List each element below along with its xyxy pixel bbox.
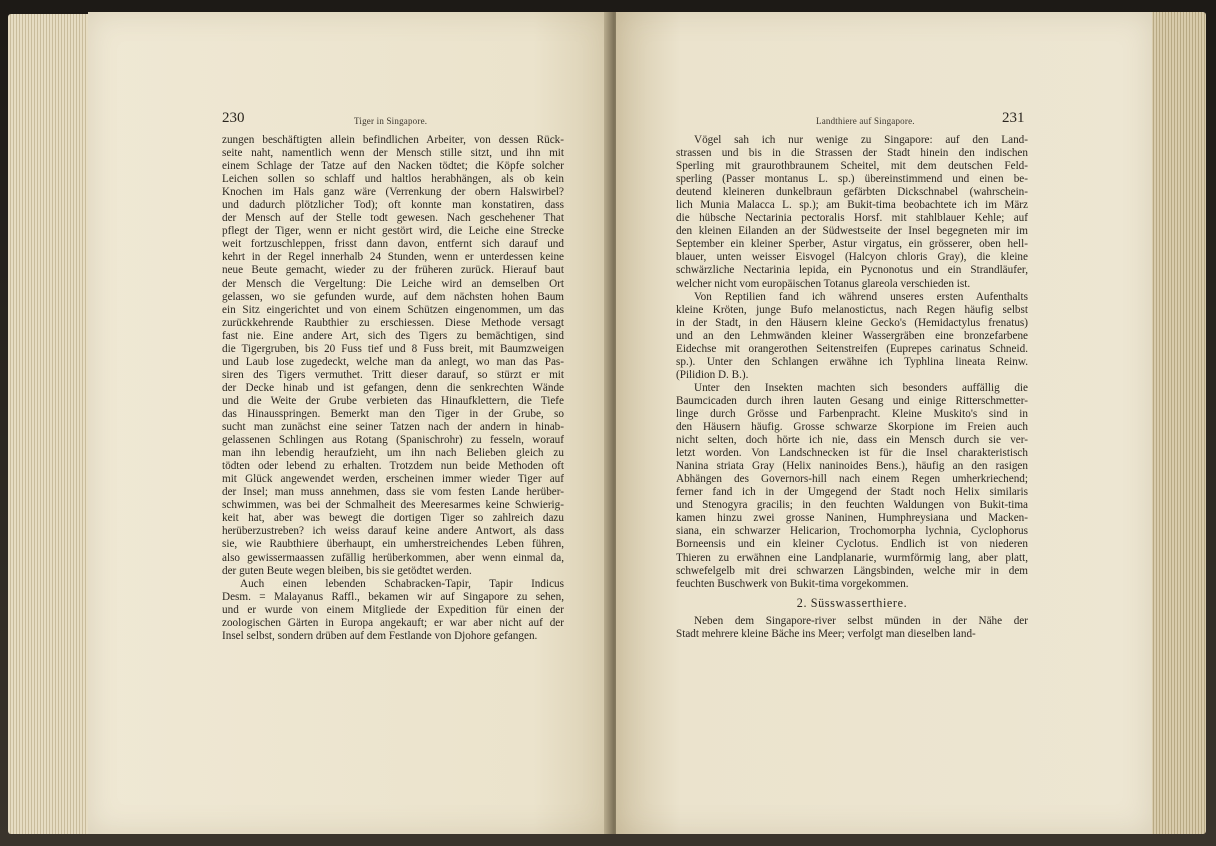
text-line: keit hat, aber was bewegt die dortigen Tiger so zahlreich dazu: [222, 512, 564, 525]
text-line: der Mensch auf der Stelle todt gewesen. Nach geschehener That: [222, 212, 564, 225]
text-line: welcher nicht vom europäischen Totanus glareola verschieden ist.: [676, 277, 971, 290]
text-line: einem Schlage der Tatze auf den Nacken tödtet; die Köpfe solcher: [222, 160, 564, 173]
text-line: Desm. = Malayanus Raffl., bekamen wir auf Singapore zu sehen,: [222, 590, 564, 603]
text-line: schwärzliche Nectarinia lepida, ein Pycnonotus und ein Strandläufer,: [676, 264, 1028, 277]
text-line: Borneensis und ein kleiner Cyclotus. Endlich ist von niederen: [676, 538, 1028, 551]
text-line: ferner fand ich in der Umgegend der Stadt noch Helix similaris: [676, 486, 1028, 499]
text-line: Neben dem Singapore-river selbst münden in der Nähe der: [694, 614, 1028, 627]
text-line: Auch einen lebenden Schabracken-Tapir, Tapir Indicus: [240, 577, 564, 590]
right-page-stack-edge: [1148, 12, 1206, 834]
right-page: [616, 12, 1152, 834]
text-line: weit fortzuschleppen, frisst dann davon, entfernt sich darauf und: [222, 238, 564, 251]
text-line: Sperling mit graurothbraunem Scheitel, mit dem deutschen Feld-: [676, 160, 1028, 173]
text-line: blauer, unten weisser Eisvogel (Halcyon chloris Gray), die kleine: [676, 251, 1028, 264]
text-line: siana, ein schwarzer Helicarion, Trochomorpha lychnia, Cyclophorus: [676, 525, 1028, 538]
text-line: letzt worden. Von Landschnecken ist für die Insel charakteristisch: [676, 447, 1028, 460]
text-line: September ein kleiner Sperber, Astur virgatus, ein grösserer, oben hell-: [676, 238, 1028, 251]
text-line: gelassen, wo sie gefunden wurde, auf dem nächsten hohen Baum: [222, 290, 564, 303]
text-line: ein Sitz eingerichtet und von einem Schützen eingenommen, um das: [222, 303, 564, 316]
text-line: die hübsche Nectarinia pectoralis Horsf. mit stahlblauer Kehle; auf: [676, 212, 1028, 225]
text-line: Nanina striata Gray (Helix naninoides Bens.), häufig an den rasigen: [676, 460, 1028, 473]
text-line: herüberzustreben? ich weiss darauf keine andere Antwort, als dass: [222, 525, 564, 538]
text-line: neue Beute gemacht, wieder zu der früheren zurück. Hierauf baut: [222, 264, 564, 277]
text-line: tödten oder lebend zu erhalten. Trotzdem nun beide Methoden oft: [222, 460, 564, 473]
text-line: und dadurch plötzlicher Tod); oft konnte man konstatiren, dass: [222, 199, 564, 212]
text-line: mit Glück angewendet werden, erscheinen immer wieder Tiger auf: [222, 473, 564, 486]
left-page: [88, 12, 612, 834]
text-line: feuchten Buschwerk von Bukit-tima vorgekommen.: [676, 577, 909, 590]
text-line: in der Stadt, in den Häusern kleine Gecko's (Hemidactylus frenatus): [676, 316, 1028, 329]
left-page-header: [222, 110, 572, 132]
text-line: und die Weite der Grube verbieten das Hinaufklettern, die Tiefe: [222, 394, 564, 407]
text-line: pflegt der Tiger, wenn er nicht gestört wird, die Leiche eine Strecke: [222, 225, 564, 238]
text-line: und er wurde von einem Mitgliede der Expedition für einen der: [222, 603, 564, 616]
text-line: den kleinen Eilanden an der Südwestseite der Insel begegneten mir im: [676, 225, 1028, 238]
text-line: und an den Lehmwänden kleiner Wassergräben eine bronzefarbene: [676, 329, 1028, 342]
page-number: 231: [1002, 110, 1025, 126]
text-line: der Decke hinab und ist gefangen, denn die senkrechten Wände: [222, 381, 564, 394]
left-page-stack-edge: [8, 14, 92, 834]
text-line: kamen hinzu zwei grosse Naninen, Humphreysiana und Macken-: [676, 512, 1028, 525]
text-line: der guten Beute wegen bleiben, bis sie getödtet werden.: [222, 564, 472, 577]
text-line: sucht man zunächst eine seiner Tatzen nach der andern in hinab-: [222, 421, 564, 434]
right-page-body: [676, 134, 1028, 641]
text-line: das Hinausspringen. Bemerkt man den Tiger in der Grube, so: [222, 407, 564, 420]
text-line: man ihn lebendig heraufzieht, um ihn nach Belieben gleich zu: [222, 447, 564, 460]
text-line: Unter den Insekten machten sich besonders auffällig die: [694, 381, 1028, 394]
text-line: Eidechse mit orangerothen Seitenstreifen (Euprepes carinatus Schneid.: [676, 342, 1028, 355]
text-line: gelassenen Schlingen aus Rotang (Spanischrohr) zu fesseln, worauf: [222, 434, 564, 447]
text-line: lich Munia Malacca L. sp.); am Bukit-tima beobachtete ich im März: [676, 199, 1028, 212]
text-line: strassen und bis in die Strassen der Stadt hinein den indischen: [676, 147, 1028, 160]
text-line: sie, wie Raubthiere überhaupt, ein umherstreichendes Leben führen,: [222, 538, 564, 551]
text-line: kehrt in der Regel innerhalb 24 Stunden, wenn er unterdessen keine: [222, 251, 564, 264]
text-line: (Pilidion D. B.).: [676, 368, 749, 381]
text-line: Vögel sah ich nur wenige zu Singapore: auf den Land-: [694, 134, 1028, 146]
section-heading: 2. Süsswasserthiere.: [796, 595, 908, 610]
text-line: siren des Tigers vermuthet. Tritt dieser darauf, so stürzt er mit: [222, 368, 564, 381]
right-page-header: [676, 110, 1028, 132]
text-line: sp.). Unter den Schlangen erwähne ich Typhlina lineata Reinw.: [676, 355, 1028, 368]
text-line: kleine Kröten, junge Bufo melanostictus, nach Regen häufig selbst: [676, 303, 1028, 316]
text-line: Stadt mehrere kleine Bäche ins Meer; verfolgt man dieselben land-: [676, 627, 976, 640]
text-line: zurückkehrende Raubthier zu erschiessen. Diese Methode versagt: [222, 316, 564, 329]
text-line: Von Reptilien fand ich während unseres ersten Aufenthalts: [694, 290, 1028, 303]
text-line: Thieren zu erwähnen eine Landplanarie, wurmförmig lang, aber platt,: [676, 551, 1028, 564]
text-line: fast nie. Eine andere Art, sich des Tigers zu bemächtigen, sind: [222, 329, 564, 342]
text-line: schwefelgelb mit drei schwarzen Längsbinden, welche mir in dem: [676, 564, 1028, 577]
text-line: und Stenogyra gracilis; in den feuchten Waldungen von Bukit-tima: [676, 499, 1028, 512]
page-number: 230: [222, 110, 245, 126]
running-head: Landthiere auf Singapore.: [816, 116, 915, 126]
text-line: und Laub lose zugedeckt, welche man da anlegt, wo man das Pas-: [222, 355, 564, 368]
left-page-body: [222, 134, 564, 643]
text-line: seite naht, namentlich wenn der Mensch stille sitzt, und ihn mit: [222, 147, 564, 160]
text-line: schwimmen, was bei der Schmalheit des Meeresarmes keine Schwierig-: [222, 499, 564, 512]
text-line: Abhängen des Governors-hill nach einem Regen umherkriechend;: [676, 473, 1028, 486]
text-line: Baumcicaden durch ihren lauten Gesang und einige Ritterschmetter-: [676, 394, 1028, 407]
text-line: Leichen sollen so schlaff und haltlos herabhängen, als ob kein: [222, 173, 564, 186]
text-line: die Tigergruben, bis 20 Fuss tief und 8 Fuss breit, mit Baumzweigen: [222, 342, 564, 355]
text-line: zungen beschäftigten allein befindlichen Arbeiter, von dessen Rück-: [222, 134, 564, 146]
text-line: Knochen im Hals ganz wäre (Verrenkung der obern Halswirbel?: [222, 186, 564, 199]
text-line: zoologischen Gärten in Europa angekauft; er war aber nicht auf der: [222, 616, 564, 629]
text-line: deutend kleineren dunkelbraun gefärbten Dickschnabel (wahrschein-: [676, 186, 1028, 199]
text-line: den Häusern häufig. Grosse schwarze Skorpione im Freien auch: [676, 421, 1028, 434]
running-head: Tiger in Singapore.: [354, 116, 428, 126]
text-line: der Insel; man muss annehmen, dass sie vom festen Lande herüber-: [222, 486, 564, 499]
text-line: sperling (Passer montanus L. sp.) übereinstimmend und einen be-: [676, 173, 1028, 186]
text-line: also gewissermaassen zufällig herüberkommen, aber wenn einmal da,: [222, 551, 564, 564]
text-line: linge durch Grösse und Farbenpracht. Kleine Muskito's sind in: [676, 407, 1028, 420]
text-line: nicht selten, doch hörte ich nie, dass ein Mensch durch sie ver-: [676, 434, 1028, 447]
text-line: der Mensch die Vergeltung: Die Leiche wird an demselben Ort: [222, 277, 564, 290]
text-line: Insel selbst, sondern drüben auf dem Festlande von Djohore gefangen.: [222, 629, 538, 642]
